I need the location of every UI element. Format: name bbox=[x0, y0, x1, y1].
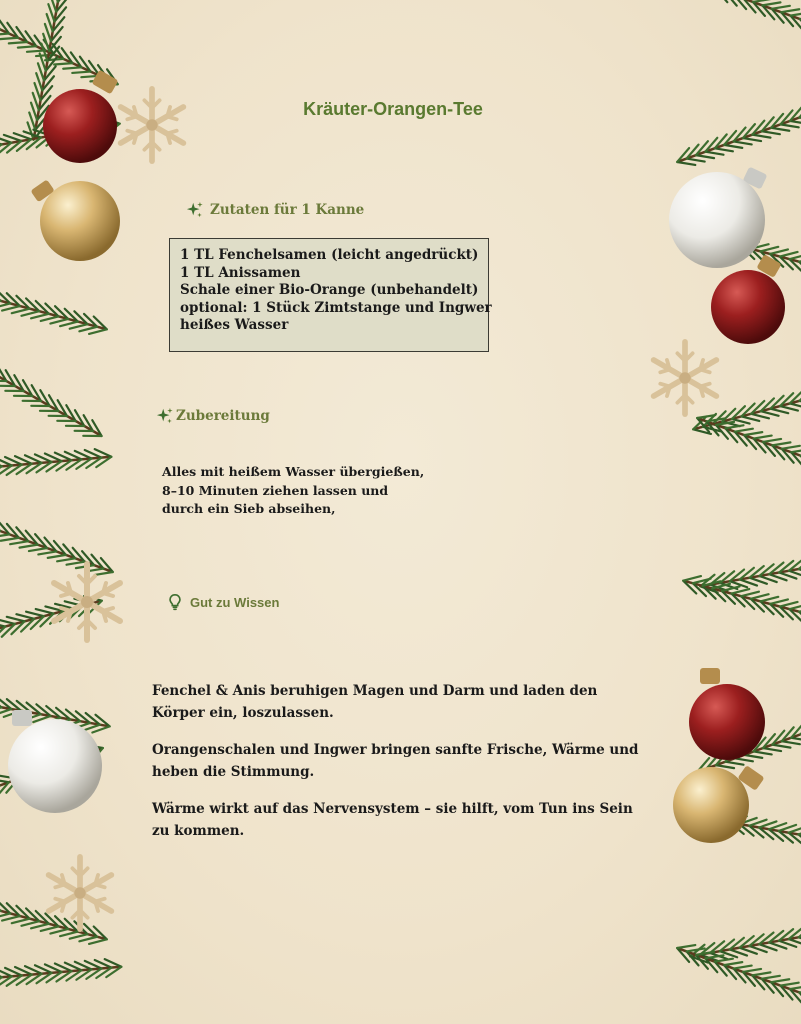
ingredient-item: 1 TL Anissamen bbox=[180, 264, 301, 281]
ingredients-list bbox=[169, 238, 492, 352]
preparation-line: durch ein Sieb abseihen, bbox=[162, 501, 336, 516]
info-line: Orangenschalen und Ingwer bringen sanfte Frische, Wärme und bbox=[152, 742, 639, 758]
ingredients-heading-label: Zutaten für 1 Kanne bbox=[210, 202, 365, 218]
info-heading bbox=[166, 593, 279, 611]
sparkles-icon bbox=[156, 407, 174, 425]
preparation-heading bbox=[156, 407, 270, 425]
sparkles-icon bbox=[186, 201, 204, 219]
info-line: heben die Stimmung. bbox=[152, 764, 315, 780]
preparation-line: 8–10 Minuten ziehen lassen und bbox=[162, 482, 389, 498]
ingredients-heading bbox=[186, 201, 364, 219]
preparation-heading-label: Zubereitung bbox=[176, 408, 270, 424]
info-heading-label: Gut zu Wissen bbox=[190, 594, 280, 610]
info-paragraphs bbox=[152, 665, 639, 857]
lightbulb-icon bbox=[166, 593, 184, 611]
ingredient-item: optional: 1 Stück Zimtstange und Ingwer bbox=[180, 299, 492, 316]
info-line: zu kommen. bbox=[152, 823, 245, 839]
info-line: Fenchel & Anis beruhigen Magen und Darm und laden den bbox=[152, 683, 598, 699]
ingredient-item: 1 TL Fenchelsamen (leicht angedrückt) bbox=[180, 247, 479, 263]
info-line: Wärme wirkt auf das Nervensystem – sie hilft, vom Tun ins Sein bbox=[152, 801, 633, 817]
ingredient-item: Schale einer Bio-Orange (unbehandelt) bbox=[180, 282, 479, 299]
page-title: Kräuter-Orangen-Tee bbox=[303, 99, 483, 119]
preparation-steps bbox=[162, 463, 424, 519]
info-line: Körper ein, loszulassen. bbox=[152, 705, 334, 721]
preparation-line: Alles mit heißem Wasser übergießen, bbox=[162, 464, 425, 479]
ingredient-item: heißes Wasser bbox=[180, 317, 289, 334]
